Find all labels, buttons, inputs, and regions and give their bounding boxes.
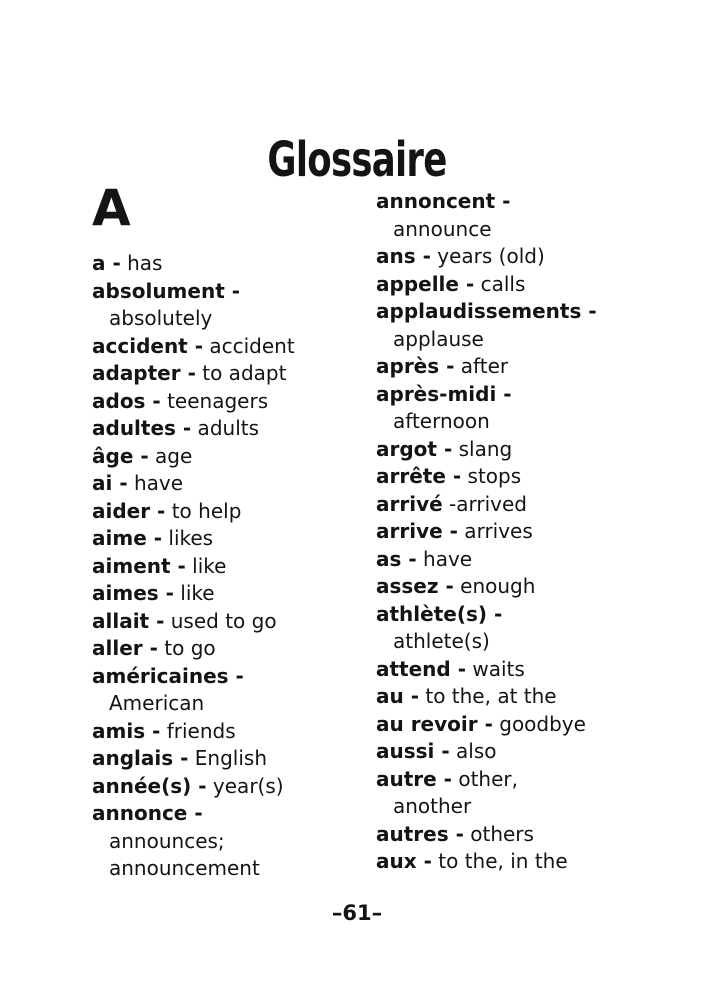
term-translation: have	[416, 546, 473, 571]
term-french: âge -	[92, 443, 149, 468]
term-french: aiment -	[92, 553, 186, 578]
term-french: as -	[376, 546, 417, 571]
term-french: au -	[376, 684, 419, 708]
term-translation: years (old)	[430, 244, 545, 268]
term-translation-continued: another	[393, 794, 472, 818]
glossary-entry	[376, 821, 676, 849]
term-french: amis -	[92, 718, 161, 743]
term-translation: after	[454, 354, 509, 378]
glossary-entry	[376, 683, 676, 711]
glossary-entry	[376, 848, 676, 876]
term-translation: slang	[452, 436, 513, 461]
term-translation: calls	[474, 271, 526, 296]
term-translation-continued: afternoon	[393, 409, 490, 433]
glossary-entry	[92, 388, 374, 416]
term-translation: likes	[162, 526, 214, 550]
term-translation-continued: announcement	[109, 856, 260, 880]
term-french: américaines -	[92, 663, 244, 688]
term-translation: others	[463, 821, 534, 846]
term-french: aimes -	[92, 581, 174, 605]
glossary-entry	[92, 415, 374, 443]
term-french: aux -	[376, 849, 432, 873]
glossary-entry	[376, 381, 676, 409]
term-french: après -	[376, 354, 455, 378]
page-title: Glossaire	[267, 132, 447, 189]
glossary-entry	[376, 463, 676, 491]
term-french: arrive -	[376, 519, 458, 543]
term-french: attend -	[376, 656, 466, 681]
term-french: aussi -	[376, 739, 450, 763]
term-french: autre -	[376, 766, 452, 791]
glossary-column	[92, 250, 374, 883]
term-french: autres -	[376, 821, 464, 846]
term-translation: to the, at the	[419, 684, 557, 708]
term-translation: like	[173, 581, 215, 605]
term-translation: -arrived	[442, 491, 528, 516]
term-french: aller -	[92, 636, 158, 660]
term-french: annoncent -	[376, 189, 511, 213]
glossary-entry	[92, 745, 374, 773]
term-french: accident -	[92, 333, 204, 358]
term-french: aime -	[92, 526, 163, 550]
term-translation: enough	[453, 574, 536, 598]
term-translation: also	[449, 739, 497, 763]
term-french: allait -	[92, 608, 165, 633]
term-french: anglais -	[92, 746, 189, 770]
term-translation: age	[148, 443, 193, 468]
term-translation-continued: athlete(s)	[393, 629, 490, 653]
glossary-entry	[92, 773, 374, 801]
glossary-entry	[92, 250, 374, 278]
term-french: au revoir -	[376, 711, 493, 736]
section-letter-heading: A	[92, 179, 130, 237]
glossary-entry	[92, 663, 374, 691]
glossary-entry	[92, 360, 374, 388]
term-translation: arrives	[457, 519, 533, 543]
glossary-entry	[92, 635, 374, 663]
term-translation: to adapt	[195, 361, 287, 385]
glossary-entry	[92, 608, 374, 636]
glossary-entry	[376, 546, 676, 574]
term-translation: adults	[191, 416, 260, 440]
term-french: arrivé	[376, 491, 443, 516]
term-translation: accident	[203, 333, 295, 358]
glossary-entry	[376, 601, 676, 629]
term-translation-continued: announce	[393, 216, 492, 241]
term-french: athlète(s) -	[376, 601, 503, 626]
term-translation: friends	[160, 718, 236, 743]
term-french: aider -	[92, 498, 166, 523]
glossary-entry	[92, 333, 374, 361]
term-french: adapter -	[92, 361, 196, 385]
glossary-entry	[376, 436, 676, 464]
glossary-entry	[376, 766, 676, 794]
term-translation: stops	[461, 464, 522, 488]
term-french: arrête -	[376, 464, 462, 488]
page-number: –61–	[331, 901, 383, 925]
term-translation: like	[185, 553, 227, 578]
glossary-entry	[376, 491, 676, 519]
glossary-entry	[376, 188, 676, 216]
glossary-entry	[92, 553, 374, 581]
term-translation: other,	[452, 766, 518, 791]
term-french: ans -	[376, 244, 431, 268]
glossary-entry	[376, 518, 676, 546]
term-translation-continued: announces;	[109, 828, 225, 853]
term-translation: have	[127, 471, 184, 495]
term-french: ai -	[92, 471, 128, 495]
glossary-entry	[92, 443, 374, 471]
glossary-entry	[92, 498, 374, 526]
term-french: adultes -	[92, 416, 192, 440]
glossary-entry	[92, 525, 374, 553]
term-translation: has	[120, 251, 163, 275]
term-french: assez -	[376, 574, 454, 598]
term-french: annonce -	[92, 801, 203, 825]
term-translation-continued: American	[109, 691, 205, 715]
glossary-entry	[92, 718, 374, 746]
term-french: a -	[92, 251, 121, 275]
term-french: ados -	[92, 388, 161, 413]
term-translation: to the, in the	[431, 849, 568, 873]
term-translation-continued: absolutely	[109, 306, 213, 330]
term-translation: waits	[466, 656, 525, 681]
glossary-entry	[376, 656, 676, 684]
term-translation: goodbye	[492, 711, 586, 736]
glossary-entry	[376, 738, 676, 766]
term-translation-continued: applause	[393, 326, 484, 351]
glossary-entry	[92, 800, 374, 828]
term-translation: to go	[157, 636, 216, 660]
glossary-entry	[376, 573, 676, 601]
glossary-entry	[376, 711, 676, 739]
term-translation: English	[188, 746, 268, 770]
term-french: applaudissements -	[376, 299, 597, 323]
term-french: absolument -	[92, 278, 241, 303]
glossary-entry	[376, 243, 676, 271]
term-translation: teenagers	[160, 388, 269, 413]
term-translation: to help	[165, 498, 242, 523]
glossary-entry	[92, 580, 374, 608]
term-translation: year(s)	[206, 773, 284, 798]
term-french: appelle -	[376, 271, 475, 296]
term-translation: used to go	[164, 608, 277, 633]
glossary-column	[376, 188, 676, 876]
glossary-column-left	[92, 179, 374, 883]
term-french: argot -	[376, 436, 453, 461]
glossary-entry	[376, 298, 676, 326]
glossary-entry	[376, 271, 676, 299]
glossary-entry	[376, 353, 676, 381]
term-french: année(s) -	[92, 773, 207, 798]
glossary-column-right	[376, 188, 676, 876]
glossary-entry	[92, 278, 374, 306]
term-french: après-midi -	[376, 381, 512, 406]
glossary-entry	[92, 470, 374, 498]
